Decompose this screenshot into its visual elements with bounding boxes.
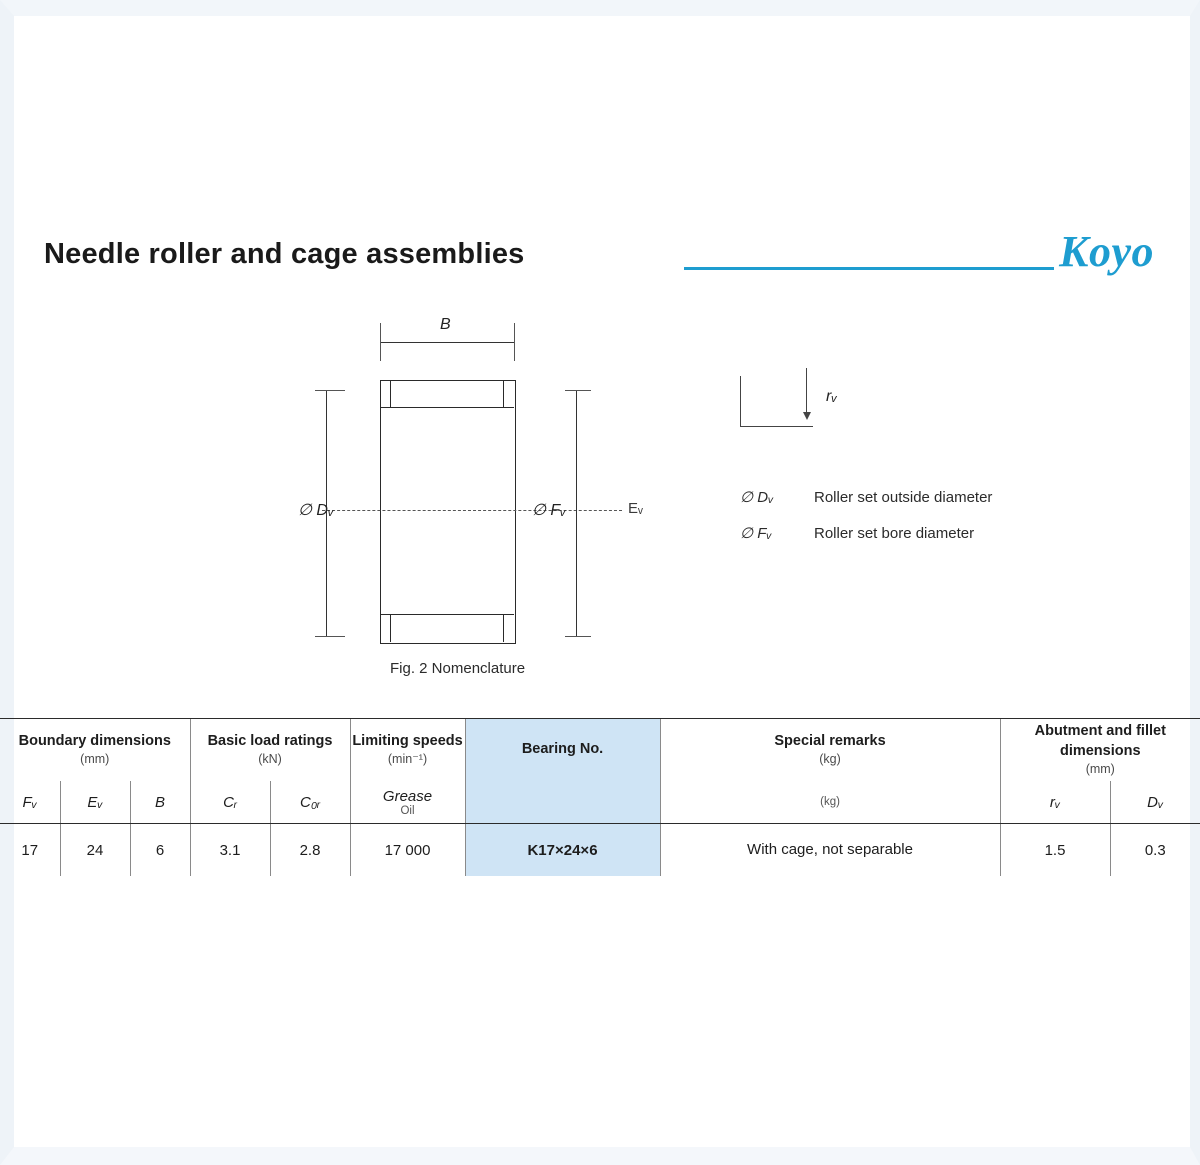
legend-text-fw: Roller set bore diameter: [814, 525, 975, 542]
cell-speeds: 17 000: [350, 824, 465, 877]
table-group-header-row: [0, 719, 1200, 782]
center-line: [322, 510, 622, 511]
group-header-boundary: Boundary dimensions (mm): [0, 719, 190, 782]
roller-top: [380, 380, 514, 408]
cell-last: 0.3: [1110, 824, 1200, 877]
legend-text-dw: Roller set outside diameter: [814, 489, 993, 506]
cell-cr: 3.1: [190, 824, 270, 877]
group-header-limiting-speeds: Limiting speeds (min⁻¹): [350, 719, 465, 782]
dimension-fw-line: [576, 390, 577, 636]
col-symbol-speeds: Grease Oil: [350, 781, 465, 824]
drawing-legend: [728, 368, 1148, 568]
group-header-remarks: Special remarks (kg): [660, 719, 1000, 782]
brand-logo: Koyo: [1059, 227, 1154, 276]
col-symbol-mass: (kg): [660, 781, 1000, 824]
group-header-load-ratings: Basic load ratings (kN): [190, 719, 350, 782]
page-header: [36, 227, 1166, 298]
col-symbol-bearing-no: [465, 781, 660, 824]
legend-item-dw: [740, 488, 992, 506]
table-symbol-header-row: [0, 781, 1200, 824]
group-header-abutment: Abutment and fillet dimensions (mm): [1000, 719, 1200, 782]
col-symbol-dw: Dᵥ: [1110, 781, 1200, 824]
table-row: [0, 824, 1200, 877]
cell-c0r: 2.8: [270, 824, 350, 877]
dimension-b-label: B: [440, 316, 451, 333]
legend-arrow-icon: [806, 368, 807, 416]
bearing-drawing: [280, 316, 700, 702]
col-symbol-b: B: [130, 781, 190, 824]
cell-remarks: With cage, not separable: [660, 824, 1000, 877]
dimension-dw-label: ∅ Dᵥ: [298, 502, 334, 519]
specification-table: [0, 718, 1200, 876]
col-symbol-c0r: C₀ᵣ: [270, 781, 350, 824]
col-symbol-cr: Cᵣ: [190, 781, 270, 824]
page-title: Needle roller and cage assemblies: [44, 238, 525, 270]
cell-b: 6: [130, 824, 190, 877]
group-header-bearing-no: Bearing No.: [465, 719, 660, 782]
bearing-outline: [380, 380, 516, 644]
figure-caption: Fig. 2 Nomenclature: [390, 660, 526, 677]
cell-fw: 17: [21, 841, 39, 859]
legend-item-fw: [740, 524, 974, 542]
cell-bearing-no[interactable]: K17×24×6: [465, 824, 660, 877]
legend-symbol-dw: ∅ Dᵥ: [740, 489, 774, 506]
cell-ew: 24: [60, 824, 130, 877]
col-symbol-rw: rᵥ: [1000, 781, 1110, 824]
dimension-rw-label: rᵥ: [826, 388, 838, 405]
cell-mass: 1.5: [1000, 824, 1110, 877]
legend-symbol-fw: ∅ Fᵥ: [740, 525, 772, 542]
dimension-fw-label: ∅ Fᵥ: [532, 502, 566, 519]
roller-bottom: [380, 614, 514, 642]
dimension-ew-label: Eᵥ: [628, 500, 643, 517]
header-rule: [684, 267, 1054, 270]
dimension-b-line: [380, 342, 514, 343]
col-symbol-ew: Eᵥ: [60, 781, 130, 824]
col-symbol-fw: Fᵥ: [0, 781, 60, 824]
